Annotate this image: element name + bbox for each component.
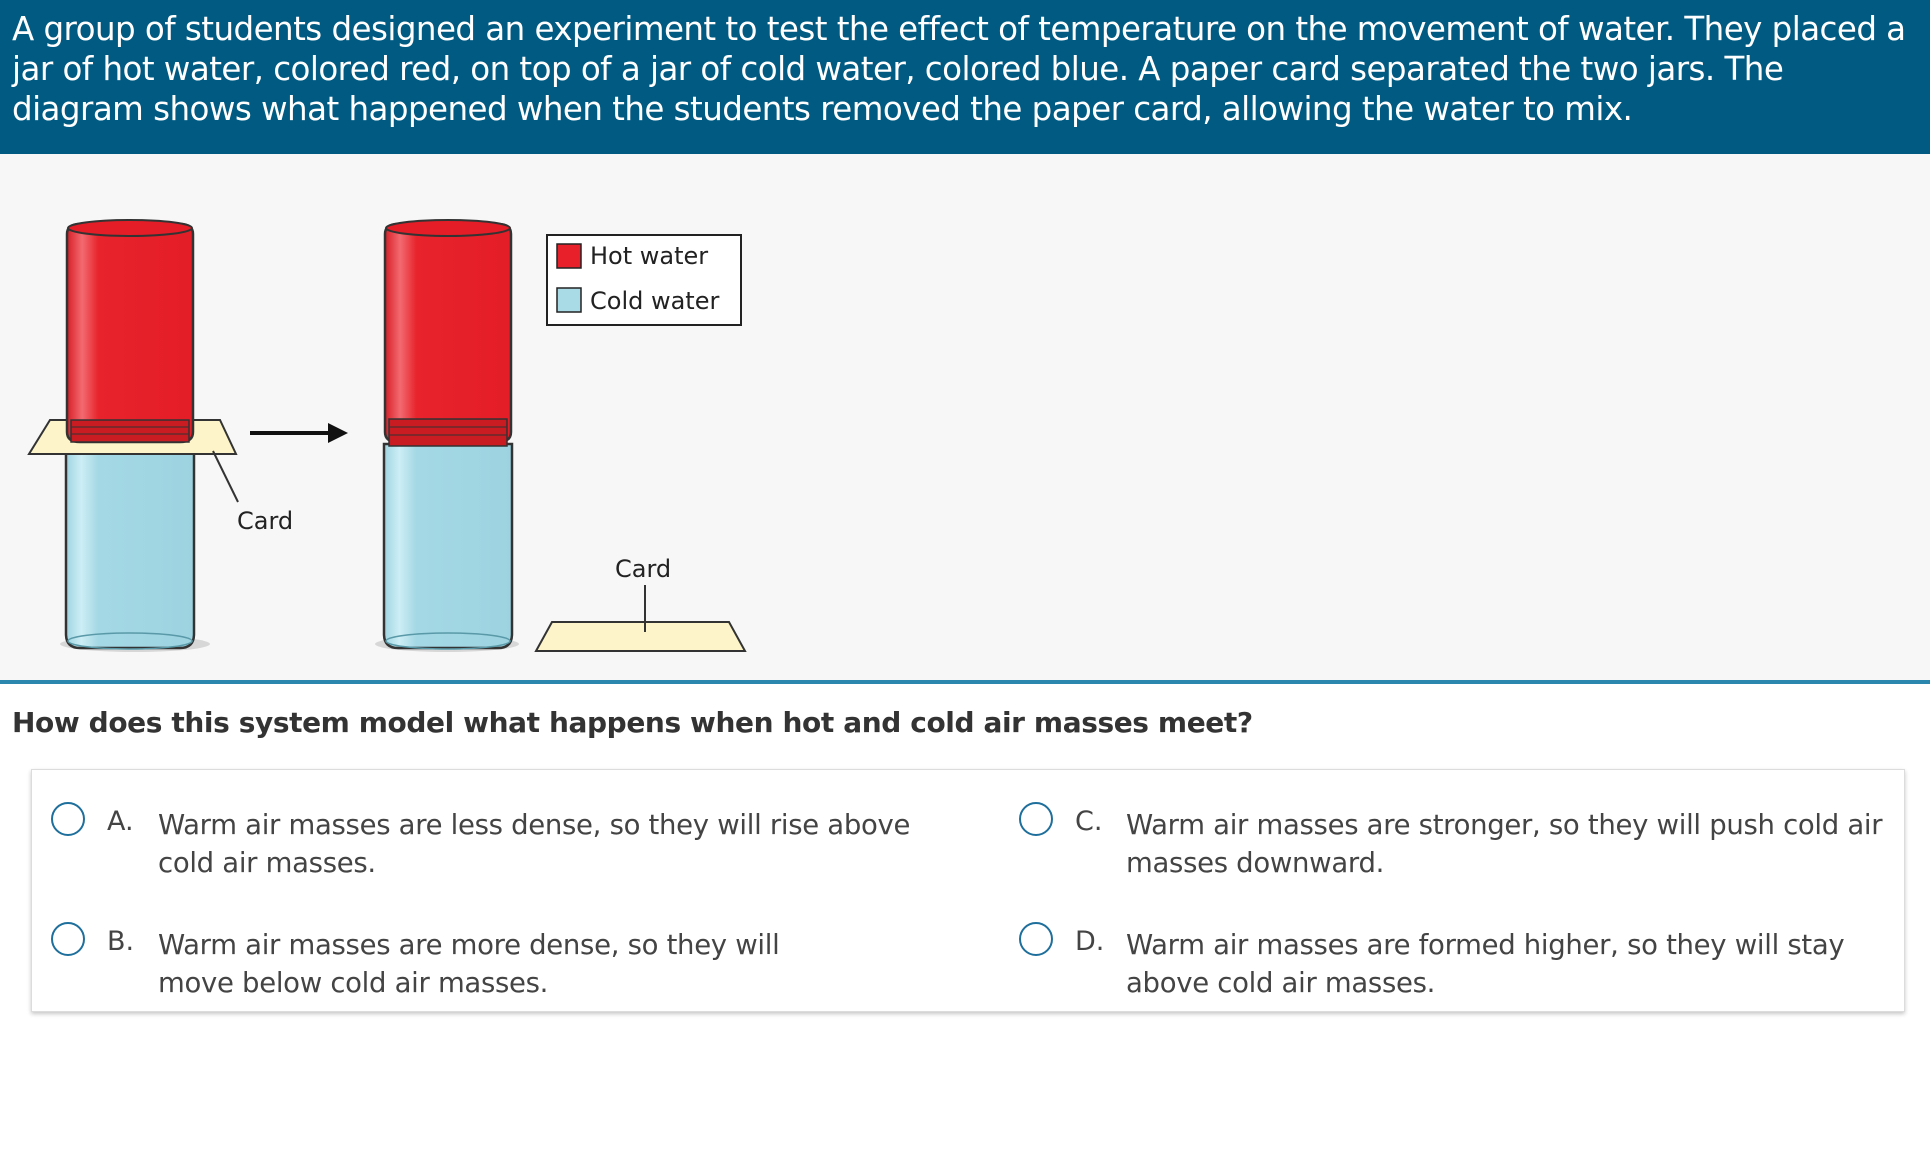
legend-cold-label: Cold water	[590, 287, 720, 315]
answer-choices	[31, 769, 1905, 1012]
right-hot-jar	[385, 220, 511, 446]
choice-d-letter: D.	[1075, 926, 1105, 957]
choice-c-text: Warm air masses are stronger, so they will push cold air masses downward.	[1126, 809, 1883, 879]
right-cold-jar	[384, 444, 512, 649]
left-jar-setup	[29, 220, 293, 652]
choice-a-letter: A.	[107, 806, 134, 837]
question-prompt: How does this system model what happens when hot and cold air masses meet?	[12, 706, 1253, 739]
choice-a-text: Warm air masses are less dense, so they will rise above cold air masses.	[158, 809, 911, 879]
choice-d[interactable]	[1000, 902, 1900, 999]
choice-b-letter: B.	[107, 926, 135, 957]
legend-hot-label: Hot water	[590, 242, 709, 270]
left-hot-jar	[67, 220, 193, 442]
figure-panel	[0, 154, 1930, 684]
choice-c-radio[interactable]	[1019, 802, 1053, 836]
legend-cold-swatch	[557, 288, 581, 312]
choice-c[interactable]	[1000, 782, 1900, 879]
choice-c-letter: C.	[1075, 806, 1103, 837]
choice-b[interactable]	[32, 902, 932, 999]
choice-d-text: Warm air masses are formed higher, so they will stay above cold air masses.	[1126, 929, 1845, 999]
choice-a-radio[interactable]	[51, 802, 85, 836]
right-card	[536, 622, 745, 651]
legend-hot-swatch	[557, 244, 581, 268]
experiment-diagram	[0, 154, 1930, 684]
stimulus-header	[0, 0, 1930, 154]
card-label-right: Card	[615, 555, 672, 583]
left-cold-jar	[66, 439, 194, 649]
legend	[547, 235, 741, 325]
card-label-left: Card	[237, 507, 294, 535]
choice-a[interactable]	[32, 782, 932, 879]
stimulus-text: A group of students designed an experiment to test the effect of temperature on the movement of water. They placed a jar of hot water, colored red, on top of a jar of cold water, colored blue. A paper card separated the two jars. The diagram shows what happened when the students removed the paper card, allowing the water to mix.	[12, 10, 1906, 128]
choice-b-text: Warm air masses are more dense, so they will move below cold air masses.	[158, 929, 780, 999]
choice-b-radio[interactable]	[51, 922, 85, 956]
choice-d-radio[interactable]	[1019, 922, 1053, 956]
left-card-pointer	[213, 451, 238, 502]
transition-arrow	[250, 423, 348, 443]
